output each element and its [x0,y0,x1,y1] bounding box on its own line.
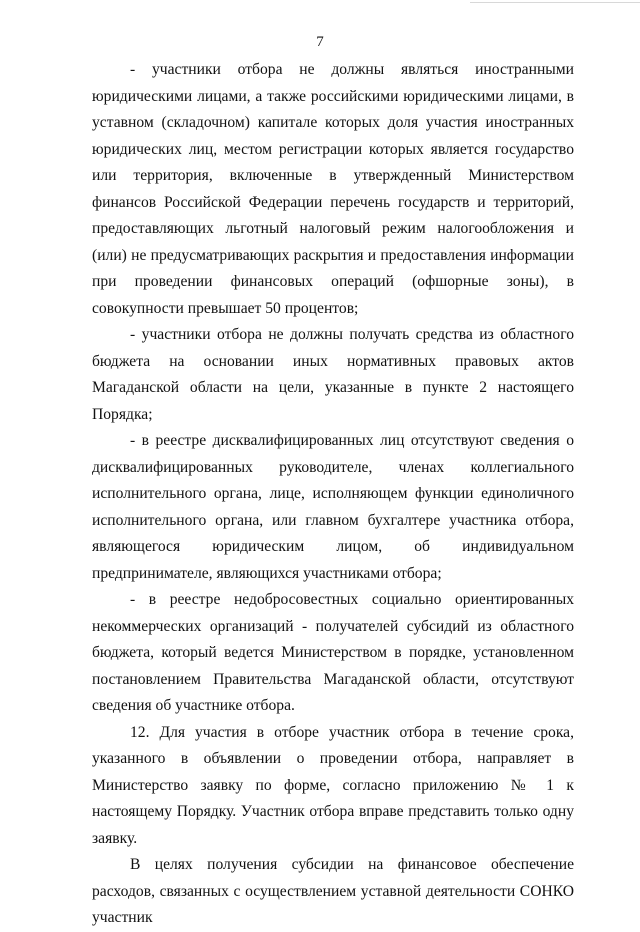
paragraph-foreign-participation: - участники отбора не должны являться иностранными юридическими лицами, а также российскими юридическими лицами, в уставном (складочном) капитале которых доля участия иностранных юридических лиц, местом регистрации которых является государство или территория, включенные в утвержденный Министерством финансов Российской Федерации перечень государств и территорий, предоставляющих льготный налоговый режим налогообложения и (или) не предусматривающих раскрытия и предоставления информации при проведении финансовых операций (офшорные зоны), в совокупности превышает 50 процентов; [92,61,574,317]
top-edge-rule [470,2,640,3]
document-body [92,57,574,932]
paragraph-regional-budget-funds: - участники отбора не должны получать средства из областного бюджета на основании иных нормативных правовых актов Магаданской области на цели, указанные в пункте 2 настоящего Порядка; [92,326,574,423]
paragraph-subsidy-purpose: В целях получения субсидии на финансовое обеспечение расходов, связанных с осуществлением уставной деятельности СОНКО участник [92,856,574,926]
paragraph-item-12-application: 12. Для участия в отборе участник отбора в течение срока, указанного в объявлении о проведении отбора, направляет в Министерство заявку по форме, согласно приложению № 1 к настоящему Порядку. Участник отбора вправе представить только одну заявку. [92,723,574,847]
paragraph-unfair-nco-registry: - в реестре недобросовестных социально ориентированных некоммерческих организаций - получателей субсидий из областного бюджета, который ведется Министерством в порядке, установленном постановлением Правительства Магаданской области, отсутствуют сведения об участнике отбора. [92,591,574,714]
page-number: 7 [316,34,324,50]
paragraph-disqualified-persons-registry: - в реестре дисквалифицированных лиц отсутствуют сведения о дисквалифицированных руководителе, членах коллегиального исполнительного органа, лице, исполняющем функции единоличного исполнительного органа, или главном бухгалтере участника отбора, являющегося юридическим лицом, об индивидуальном предпринимателе, являющихся участниками отбора; [92,432,574,582]
